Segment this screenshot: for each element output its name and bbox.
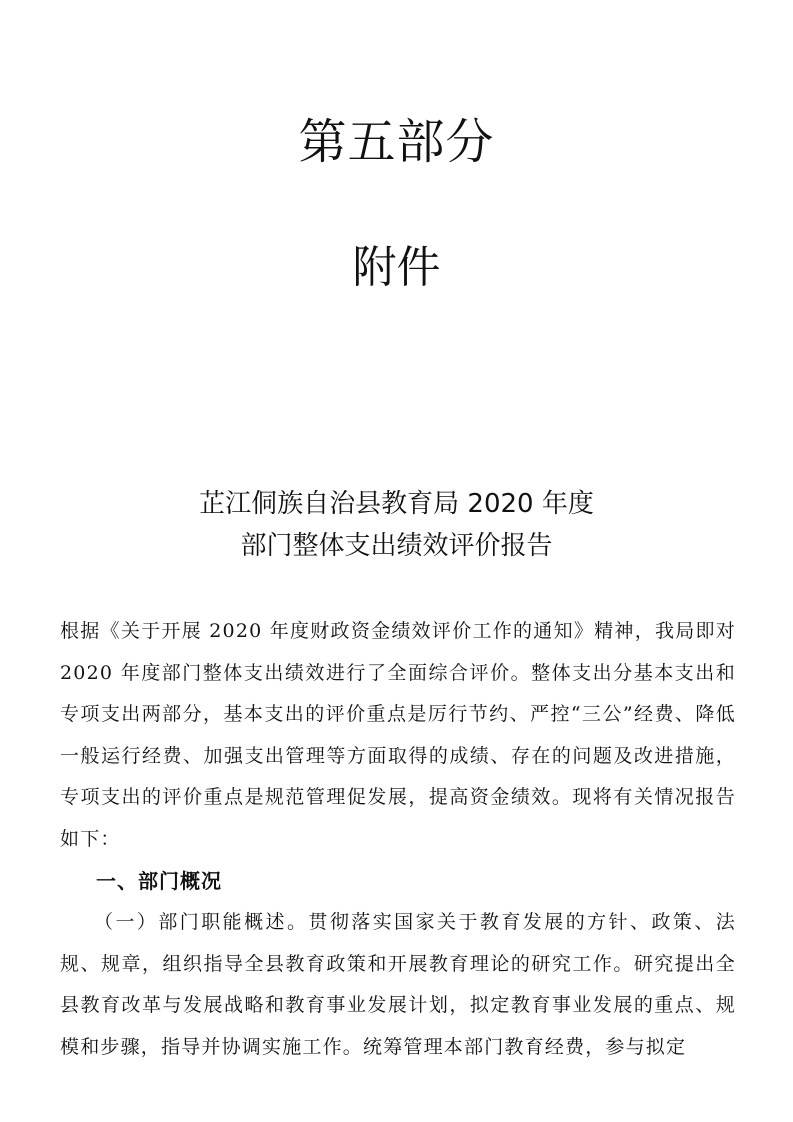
intro-paragraph: 根据《关于开展 2020 年度财政资金绩效评价工作的通知》精神，我局即对 2020 年度部门整体支出绩效进行了全面综合评价。整体支出分基本支出和专项支出两部分，基本支出的评价重点是厉行节约、严控“三公”经费、降低一般运行经费、加强支出管理等方面取得的成绩、存在的问题及改进措施，专项支出的评价重点是规范管理促发展，提高资金绩效。现将有关情况报告如下： bbox=[60, 620, 736, 850]
report-title-line1: 芷江侗族自治县教育局 2020 年度 bbox=[199, 489, 594, 519]
section-paragraph: （一）部门职能概述。贯彻落实国家关于教育发展的方针、政策、法规、规章，组织指导全县教育政策和开展教育理论的研究工作。研究提出全县教育改革与发展战略和教育事业发展计划，拟定教育事业发展的重点、规模和步骤，指导并协调实施工作。统筹管理本部门教育经费，参与拟定 bbox=[60, 911, 736, 1058]
report-title bbox=[0, 483, 793, 567]
part-subtitle: 附件 bbox=[352, 242, 441, 293]
section-heading: 一、部门概况 bbox=[96, 869, 222, 893]
part-title: 第五部分 bbox=[298, 114, 495, 170]
report-title-line2: 部门整体支出绩效评价报告 bbox=[240, 531, 553, 561]
